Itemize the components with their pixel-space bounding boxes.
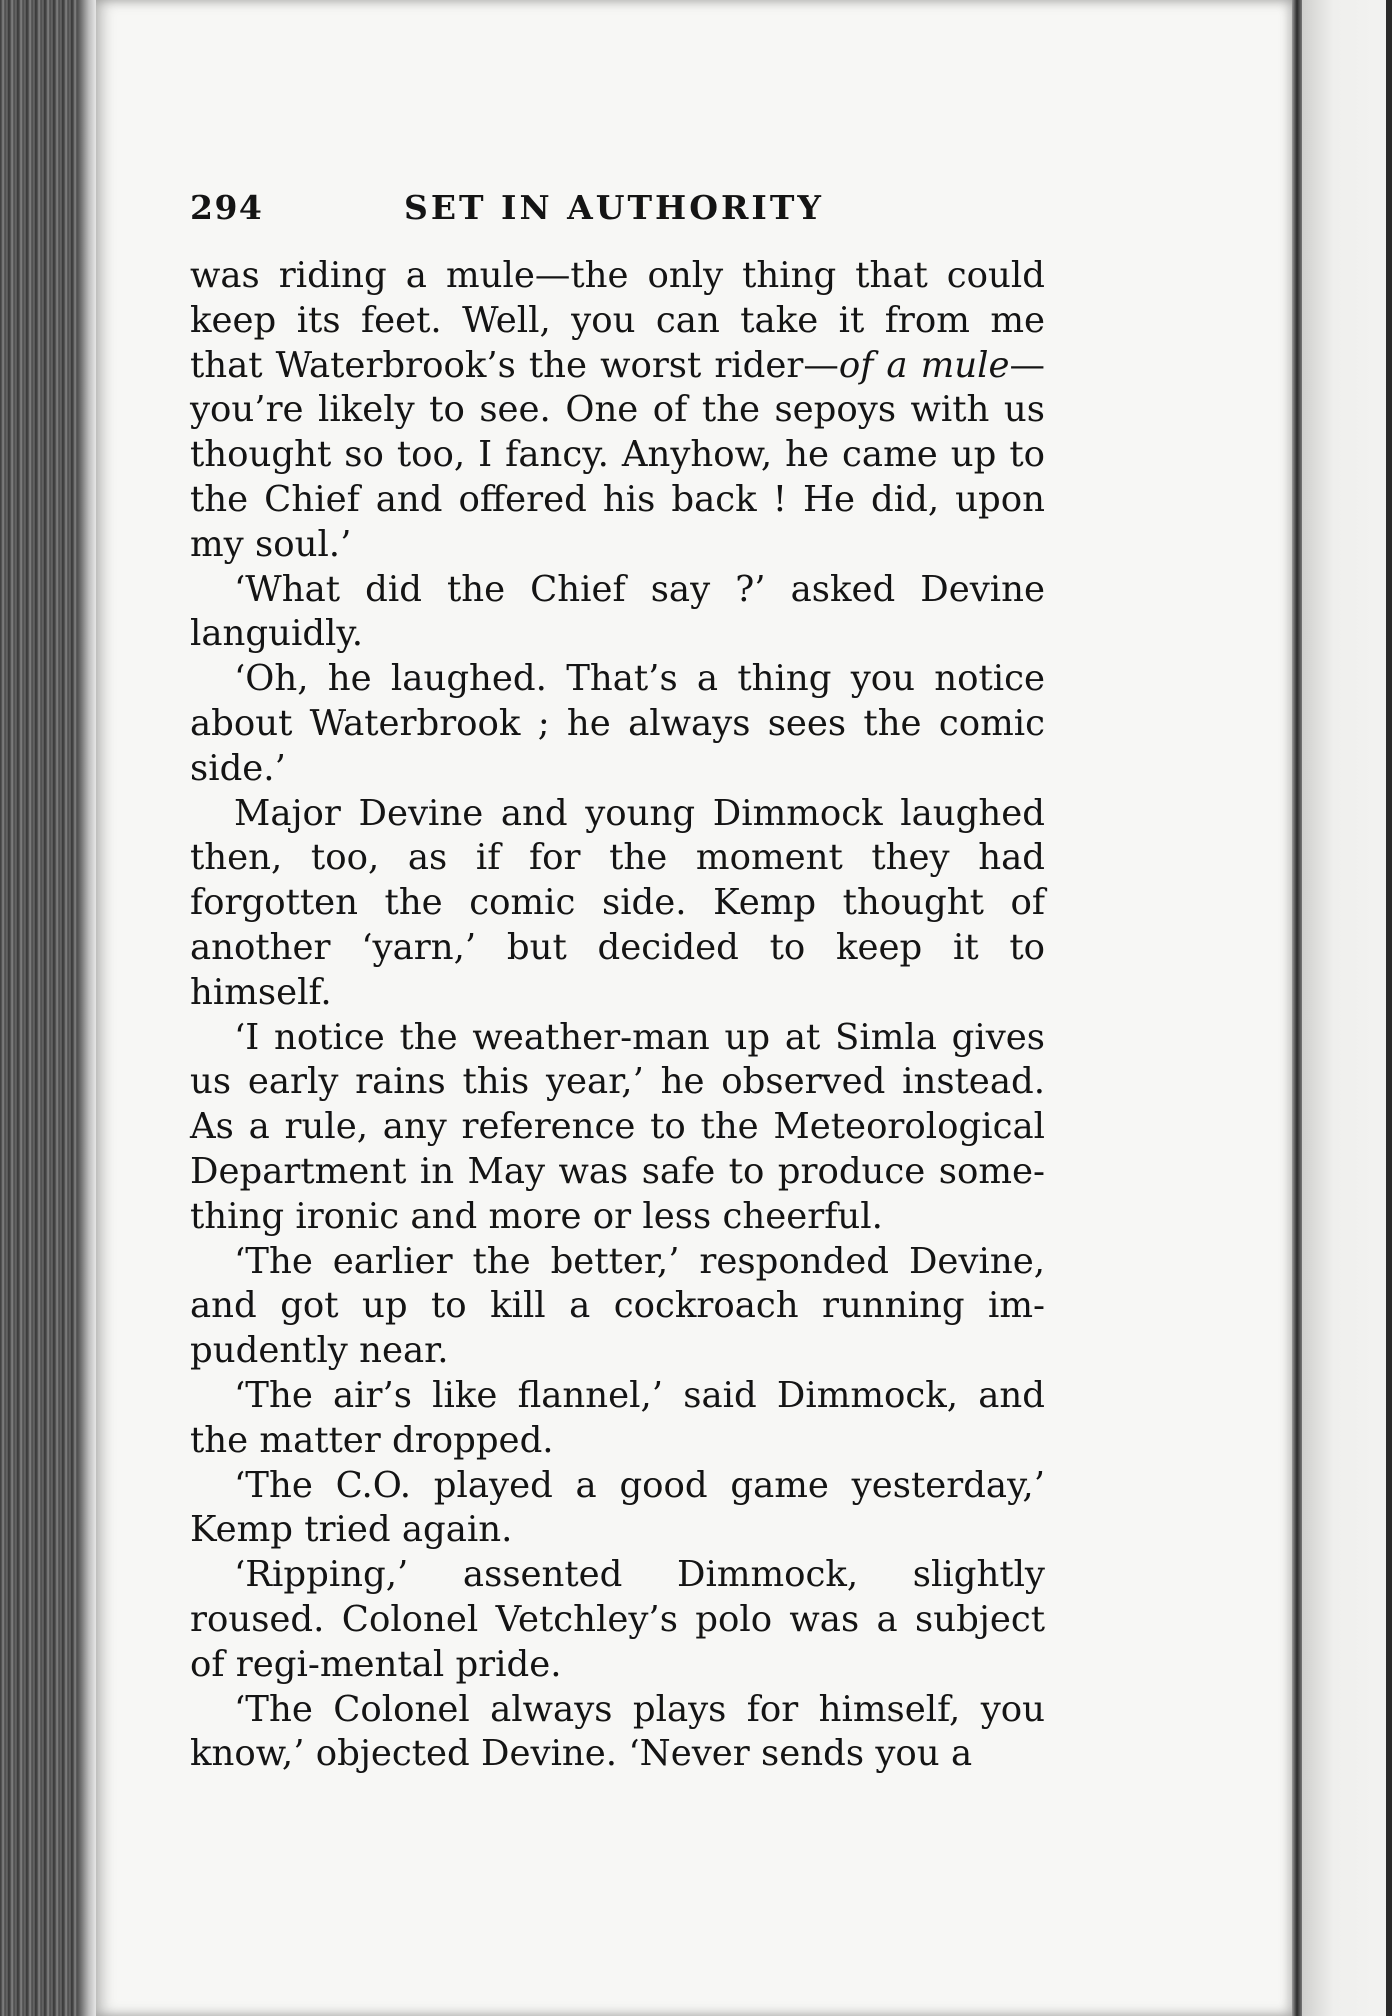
paragraph-1 — [190, 254, 1045, 568]
facing-page-edge — [1302, 0, 1392, 2016]
paragraph-1-after-italic: —you’re likely to see. One of the sepoys with us thought so too, I fancy. Anyhow, he came up to the Chief and offered his back ! He did, upon my soul.’ — [190, 344, 1045, 565]
paragraph-10: ‘The Colonel always plays for himself, you know,’ objected Devine. ‘Never sends you a — [190, 1688, 1045, 1775]
paragraph-3: ‘Oh, he laughed. That’s a thing you notice about Waterbrook ; he always sees the comic side.’ — [190, 658, 1045, 789]
paragraph-1-italic: of a mule — [838, 344, 1010, 386]
paragraph-9: ‘Ripping,’ assented Dimmock, slightly roused. Colonel Vetchley’s polo was a subject of regi-mental pride. — [190, 1554, 1045, 1685]
paragraph-7: ‘The air’s like flannel,’ said Dimmock, and the matter dropped. — [190, 1374, 1045, 1461]
paragraph-2: ‘What did the Chief say ?’ asked Devine languidly. — [190, 568, 1045, 655]
paragraph-5: ‘I notice the weather-man up at Simla gives us early rains this year,’ he observed instead. As a rule, any reference to the Meteorological Department in May was safe to produce some-thing ironic and more or less cheerful. — [190, 1016, 1045, 1237]
paragraph-1-before-italic: was riding a mule—the only thing that could keep its feet. Well, you can take it from me that Waterbrook’s the worst rider— — [190, 255, 1045, 386]
running-title: SET IN AUTHORITY — [404, 188, 824, 227]
running-head — [190, 188, 1045, 240]
body-text — [190, 254, 1045, 1777]
paragraph-8: ‘The C.O. played a good game yesterday,’ Kemp tried again. — [190, 1464, 1045, 1551]
text-block — [190, 188, 1045, 1777]
gutter — [1292, 0, 1302, 2016]
paragraph-6: ‘The earlier the better,’ responded Devine, and got up to kill a cockroach running im-pudently near. — [190, 1240, 1045, 1372]
paragraph-4: Major Devine and young Dimmock laughed then, too, as if for the moment they had forgotten the comic side. Kemp thought of another ‘yarn,’ but decided to keep it to himself. — [190, 792, 1045, 1013]
page-number: 294 — [190, 188, 264, 227]
page-edges — [0, 0, 96, 2016]
